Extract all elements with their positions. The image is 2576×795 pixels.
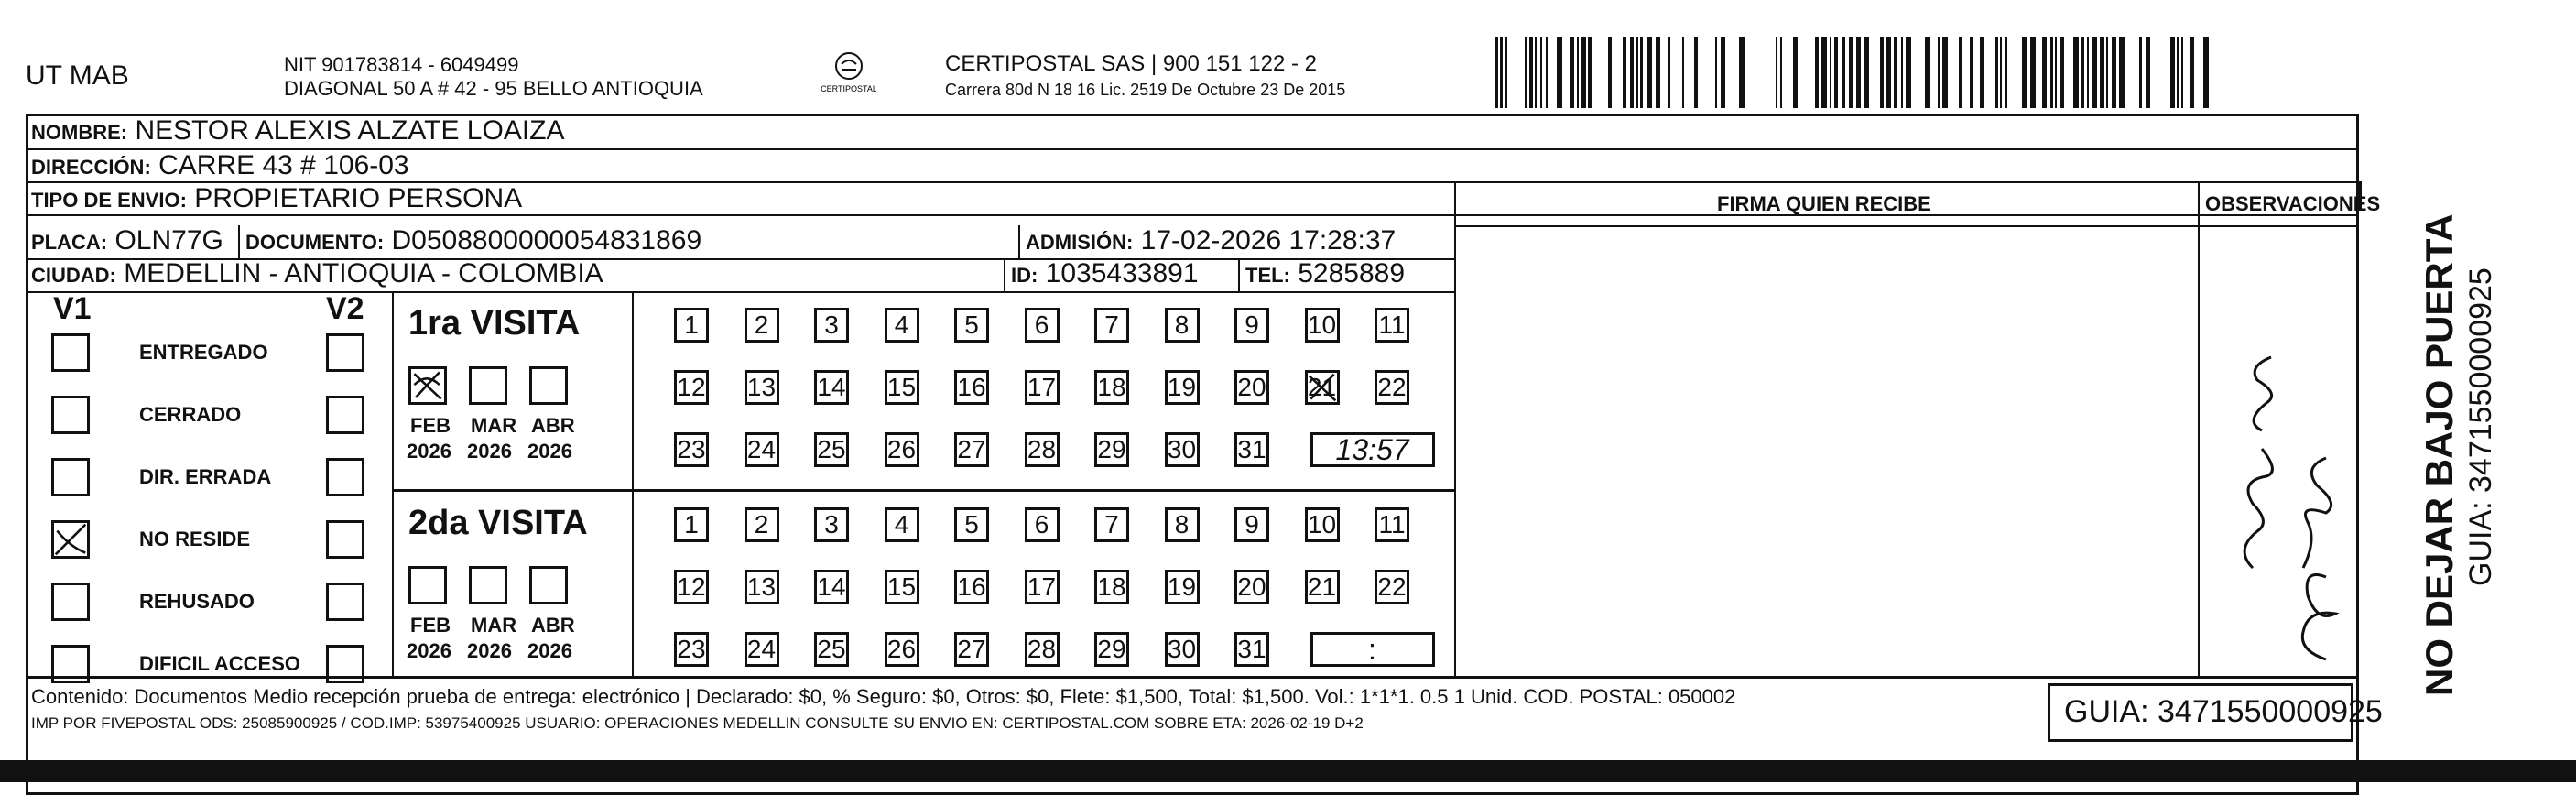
day-number: 9 xyxy=(1245,510,1259,539)
nombre-row xyxy=(31,115,565,147)
placa-label: PLACA: xyxy=(31,231,108,254)
direccion-row xyxy=(31,150,409,181)
day-number: 2 xyxy=(754,310,769,339)
v1-checkbox[interactable] xyxy=(51,458,90,496)
day-box[interactable] xyxy=(674,432,709,467)
day-number: 23 xyxy=(677,635,706,663)
day-number: 14 xyxy=(817,373,846,401)
time-value: 13:57 xyxy=(1335,433,1409,466)
day-number: 4 xyxy=(894,510,909,539)
documento-label: DOCUMENTO: xyxy=(245,231,385,254)
v2-checkbox[interactable] xyxy=(326,583,364,621)
day-number: 23 xyxy=(677,435,706,463)
day-box[interactable] xyxy=(1165,308,1200,343)
day-box[interactable] xyxy=(745,632,779,667)
day-box[interactable] xyxy=(1234,507,1269,542)
placa-value: OLN77G xyxy=(114,225,223,256)
day-box[interactable] xyxy=(1094,632,1129,667)
day-box[interactable] xyxy=(1165,570,1200,604)
month-label: FEB xyxy=(410,614,451,637)
contenido-text: Contenido: Documentos Medio recepción prueba de entrega: electrónico | Declarado: $0, % Seguro: $0, Otros: $0, Flete: $1,500, Total: $1,500. Vol.: 1*1*1. 0.5 1 Unid. COD. POSTAL: 050002 xyxy=(31,685,1736,708)
no-dejar-notice: NO DEJAR BAJO PUERTA xyxy=(2418,213,2461,696)
day-number: 21 xyxy=(1307,373,1337,401)
year-label: 2026 xyxy=(527,639,572,662)
day-box[interactable] xyxy=(1375,507,1409,542)
day-box[interactable] xyxy=(1165,507,1200,542)
day-box[interactable] xyxy=(745,507,779,542)
time-box[interactable] xyxy=(1310,632,1435,667)
day-number: 7 xyxy=(1104,310,1119,339)
day-box[interactable] xyxy=(814,632,849,667)
day-number: 11 xyxy=(1378,510,1406,539)
day-box[interactable] xyxy=(1025,432,1060,467)
day-number: 10 xyxy=(1307,310,1337,339)
v2-header: V2 xyxy=(326,291,364,326)
day-number: 29 xyxy=(1097,635,1126,663)
ciudad-row xyxy=(31,258,603,289)
tel-label: TEL: xyxy=(1245,264,1290,287)
visit-title: 1ra VISITA xyxy=(408,304,581,343)
day-box[interactable] xyxy=(885,507,919,542)
day-box[interactable] xyxy=(885,432,919,467)
day-box[interactable] xyxy=(674,370,709,405)
tipo-label: TIPO DE ENVIO: xyxy=(31,189,187,212)
day-box[interactable] xyxy=(885,632,919,667)
day-number: 8 xyxy=(1174,510,1190,539)
day-number: 19 xyxy=(1167,373,1197,401)
day-number: 10 xyxy=(1307,510,1337,539)
day-box[interactable] xyxy=(885,370,919,405)
day-box[interactable] xyxy=(1025,507,1060,542)
day-box[interactable] xyxy=(814,570,849,604)
day-box[interactable] xyxy=(1375,570,1409,604)
nombre-label: NOMBRE: xyxy=(31,121,128,144)
year-label: 2026 xyxy=(407,440,451,463)
day-box[interactable] xyxy=(1025,370,1060,405)
month-label: MAR xyxy=(471,614,517,637)
day-box[interactable] xyxy=(1305,308,1340,343)
day-box[interactable] xyxy=(1234,570,1269,604)
status-label: DIFICIL ACCESO xyxy=(139,652,301,675)
id-label: ID: xyxy=(1011,264,1038,287)
day-number: 16 xyxy=(957,373,986,401)
day-box[interactable] xyxy=(745,432,779,467)
tipo-value: PROPIETARIO PERSONA xyxy=(194,183,523,213)
day-number: 27 xyxy=(957,435,986,463)
v2-checkbox[interactable] xyxy=(326,458,364,496)
month-checkbox[interactable] xyxy=(469,566,507,604)
day-number: 15 xyxy=(886,373,917,401)
day-box[interactable] xyxy=(1094,507,1129,542)
v1-checkbox[interactable] xyxy=(51,333,90,372)
day-number: 16 xyxy=(957,572,986,601)
day-number: 22 xyxy=(1377,572,1407,601)
day-box[interactable] xyxy=(745,370,779,405)
firma-header: FIRMA QUIEN RECIBE xyxy=(1717,192,1931,215)
day-box[interactable] xyxy=(1305,507,1340,542)
certipostal-logo xyxy=(821,46,876,101)
day-number: 27 xyxy=(957,635,986,663)
day-box[interactable] xyxy=(1375,308,1409,343)
day-box[interactable] xyxy=(1165,632,1200,667)
v1-checkbox[interactable] xyxy=(51,520,90,559)
year-label: 2026 xyxy=(527,440,572,463)
day-number: 13 xyxy=(746,572,777,601)
tipo-row xyxy=(31,183,522,214)
year-label: 2026 xyxy=(467,440,512,463)
day-box[interactable] xyxy=(954,432,989,467)
day-box[interactable] xyxy=(885,570,919,604)
v1-header: V1 xyxy=(53,291,92,326)
admision-row xyxy=(1026,225,1396,256)
day-number: 30 xyxy=(1167,635,1197,663)
v1-checkbox[interactable] xyxy=(51,645,90,683)
day-number: 5 xyxy=(964,510,979,539)
day-box[interactable] xyxy=(1305,570,1340,604)
time-box[interactable] xyxy=(1310,432,1435,467)
nit-number: NIT 901783814 - 6049499 xyxy=(284,53,519,76)
month-checkbox[interactable] xyxy=(408,366,447,405)
day-number: 7 xyxy=(1104,510,1119,539)
day-box[interactable] xyxy=(1094,432,1129,467)
day-number: 19 xyxy=(1167,572,1197,601)
day-box[interactable] xyxy=(1165,432,1200,467)
day-box[interactable] xyxy=(814,370,849,405)
day-number: 8 xyxy=(1174,310,1190,339)
day-number: 26 xyxy=(886,435,917,463)
day-number: 1 xyxy=(684,510,699,539)
direccion-value: CARRE 43 # 106-03 xyxy=(158,150,409,180)
day-box[interactable] xyxy=(1025,308,1060,343)
day-box[interactable] xyxy=(674,308,709,343)
day-box[interactable] xyxy=(814,308,849,343)
day-number: 20 xyxy=(1237,373,1266,401)
admision-label: ADMISIÓN: xyxy=(1026,231,1134,254)
day-box[interactable] xyxy=(745,308,779,343)
day-box[interactable] xyxy=(1025,570,1060,604)
day-box[interactable] xyxy=(885,308,919,343)
direccion-label: DIRECCIÓN: xyxy=(31,156,151,179)
day-box[interactable] xyxy=(1094,370,1129,405)
tel-value: 5285889 xyxy=(1298,258,1406,289)
time-value: : xyxy=(1368,633,1376,666)
status-label: REHUSADO xyxy=(139,590,255,613)
day-number: 15 xyxy=(886,572,917,601)
day-number: 28 xyxy=(1027,635,1057,663)
day-number: 2 xyxy=(754,510,769,539)
id-row xyxy=(1011,258,1199,289)
day-number: 25 xyxy=(817,635,846,663)
id-value: 1035433891 xyxy=(1045,258,1199,289)
day-box[interactable] xyxy=(954,370,989,405)
v1-checkbox[interactable] xyxy=(51,396,90,434)
day-number: 31 xyxy=(1237,635,1266,663)
day-number: 24 xyxy=(746,435,777,463)
status-label: NO RESIDE xyxy=(139,528,251,550)
carrier-license: Carrera 80d N 18 16 Lic. 2519 De Octubre 23 De 2015 xyxy=(945,81,1346,99)
day-box[interactable] xyxy=(1234,632,1269,667)
logo-text: CERTIPOSTAL xyxy=(821,84,876,93)
v2-checkbox[interactable] xyxy=(326,333,364,372)
day-number: 3 xyxy=(824,510,839,539)
month-label: ABR xyxy=(531,614,575,637)
month-checkbox[interactable] xyxy=(469,366,507,405)
month-checkbox[interactable] xyxy=(408,566,447,604)
day-box[interactable] xyxy=(954,507,989,542)
v2-checkbox[interactable] xyxy=(326,396,364,434)
carrier-name: CERTIPOSTAL SAS | 900 151 122 - 2 xyxy=(945,51,1317,76)
day-box[interactable] xyxy=(1165,370,1200,405)
documento-value: D0508800000054831869 xyxy=(391,225,702,256)
day-box[interactable] xyxy=(1375,370,1409,405)
month-checkbox[interactable] xyxy=(529,566,568,604)
day-box[interactable] xyxy=(1025,632,1060,667)
tel-row xyxy=(1245,258,1405,289)
day-box[interactable] xyxy=(954,308,989,343)
day-box[interactable] xyxy=(1234,370,1269,405)
day-number: 1 xyxy=(684,310,699,339)
day-box[interactable] xyxy=(674,632,709,667)
month-checkbox[interactable] xyxy=(529,366,568,405)
day-number: 18 xyxy=(1097,572,1126,601)
day-number: 4 xyxy=(894,310,909,339)
sender-address: DIAGONAL 50 A # 42 - 95 BELLO ANTIOQUIA xyxy=(284,77,703,100)
day-number: 6 xyxy=(1034,510,1049,539)
documento-row xyxy=(245,225,701,256)
day-number: 17 xyxy=(1027,572,1057,601)
day-number: 3 xyxy=(824,310,839,339)
barcode xyxy=(1495,37,2218,108)
ciudad-value: MEDELLIN - ANTIOQUIA - COLOMBIA xyxy=(124,258,603,289)
day-number: 29 xyxy=(1097,435,1126,463)
month-label: ABR xyxy=(531,414,575,437)
day-number: 26 xyxy=(886,635,917,663)
day-number: 24 xyxy=(746,635,777,663)
day-number: 9 xyxy=(1245,310,1259,339)
day-number: 6 xyxy=(1034,310,1049,339)
day-number: 25 xyxy=(817,435,846,463)
side-guia: GUIA: 3471550000925 xyxy=(2463,267,2498,586)
day-box[interactable] xyxy=(814,507,849,542)
handwritten-signature xyxy=(2216,293,2353,678)
imp-text: IMP POR FIVEPOSTAL ODS: 25085900925 / COD.IMP: 53975400925 USUARIO: OPERACIONES MEDELLIN CONSULTE SU ENVIO EN: CERTIPOSTAL.COM SOBRE ETA: 2026-02-19 D+2 xyxy=(31,714,1364,732)
day-number: 14 xyxy=(817,572,846,601)
status-label: ENTREGADO xyxy=(139,341,268,364)
day-number: 31 xyxy=(1237,435,1266,463)
admision-value: 17-02-2026 17:28:37 xyxy=(1140,225,1397,256)
status-label: DIR. ERRADA xyxy=(139,465,272,488)
day-number: 22 xyxy=(1377,373,1407,401)
observaciones-header: OBSERVACIONES xyxy=(2205,192,2381,215)
day-box[interactable] xyxy=(1094,308,1129,343)
day-number: 30 xyxy=(1167,435,1197,463)
visit-title: 2da VISITA xyxy=(408,504,588,542)
day-number: 21 xyxy=(1307,572,1337,601)
year-label: 2026 xyxy=(467,639,512,662)
day-number: 5 xyxy=(964,310,979,339)
day-number: 12 xyxy=(677,572,706,601)
day-box[interactable] xyxy=(1305,370,1340,405)
day-number: 20 xyxy=(1237,572,1266,601)
ciudad-label: CIUDAD: xyxy=(31,264,116,287)
day-box[interactable] xyxy=(1234,432,1269,467)
day-number: 13 xyxy=(746,373,777,401)
day-box[interactable] xyxy=(954,632,989,667)
day-number: 12 xyxy=(677,373,706,401)
company-name: UT MAB xyxy=(26,60,129,91)
day-number: 28 xyxy=(1027,435,1057,463)
day-box[interactable] xyxy=(674,507,709,542)
v2-checkbox[interactable] xyxy=(326,520,364,559)
day-box[interactable] xyxy=(1094,570,1129,604)
day-box[interactable] xyxy=(745,570,779,604)
day-box[interactable] xyxy=(954,570,989,604)
day-number: 18 xyxy=(1097,373,1126,401)
month-label: MAR xyxy=(471,414,517,437)
placa-row xyxy=(31,225,223,256)
year-label: 2026 xyxy=(407,639,451,662)
footer-guia: GUIA: 3471550000925 xyxy=(2064,694,2383,729)
day-number: 11 xyxy=(1378,310,1406,339)
v1-checkbox[interactable] xyxy=(51,583,90,621)
day-number: 17 xyxy=(1027,373,1057,401)
day-box[interactable] xyxy=(1234,308,1269,343)
month-label: FEB xyxy=(410,414,451,437)
nombre-value: NESTOR ALEXIS ALZATE LOAIZA xyxy=(135,115,565,146)
day-box[interactable] xyxy=(814,432,849,467)
day-box[interactable] xyxy=(674,570,709,604)
v2-checkbox[interactable] xyxy=(326,645,364,683)
status-label: CERRADO xyxy=(139,403,242,426)
